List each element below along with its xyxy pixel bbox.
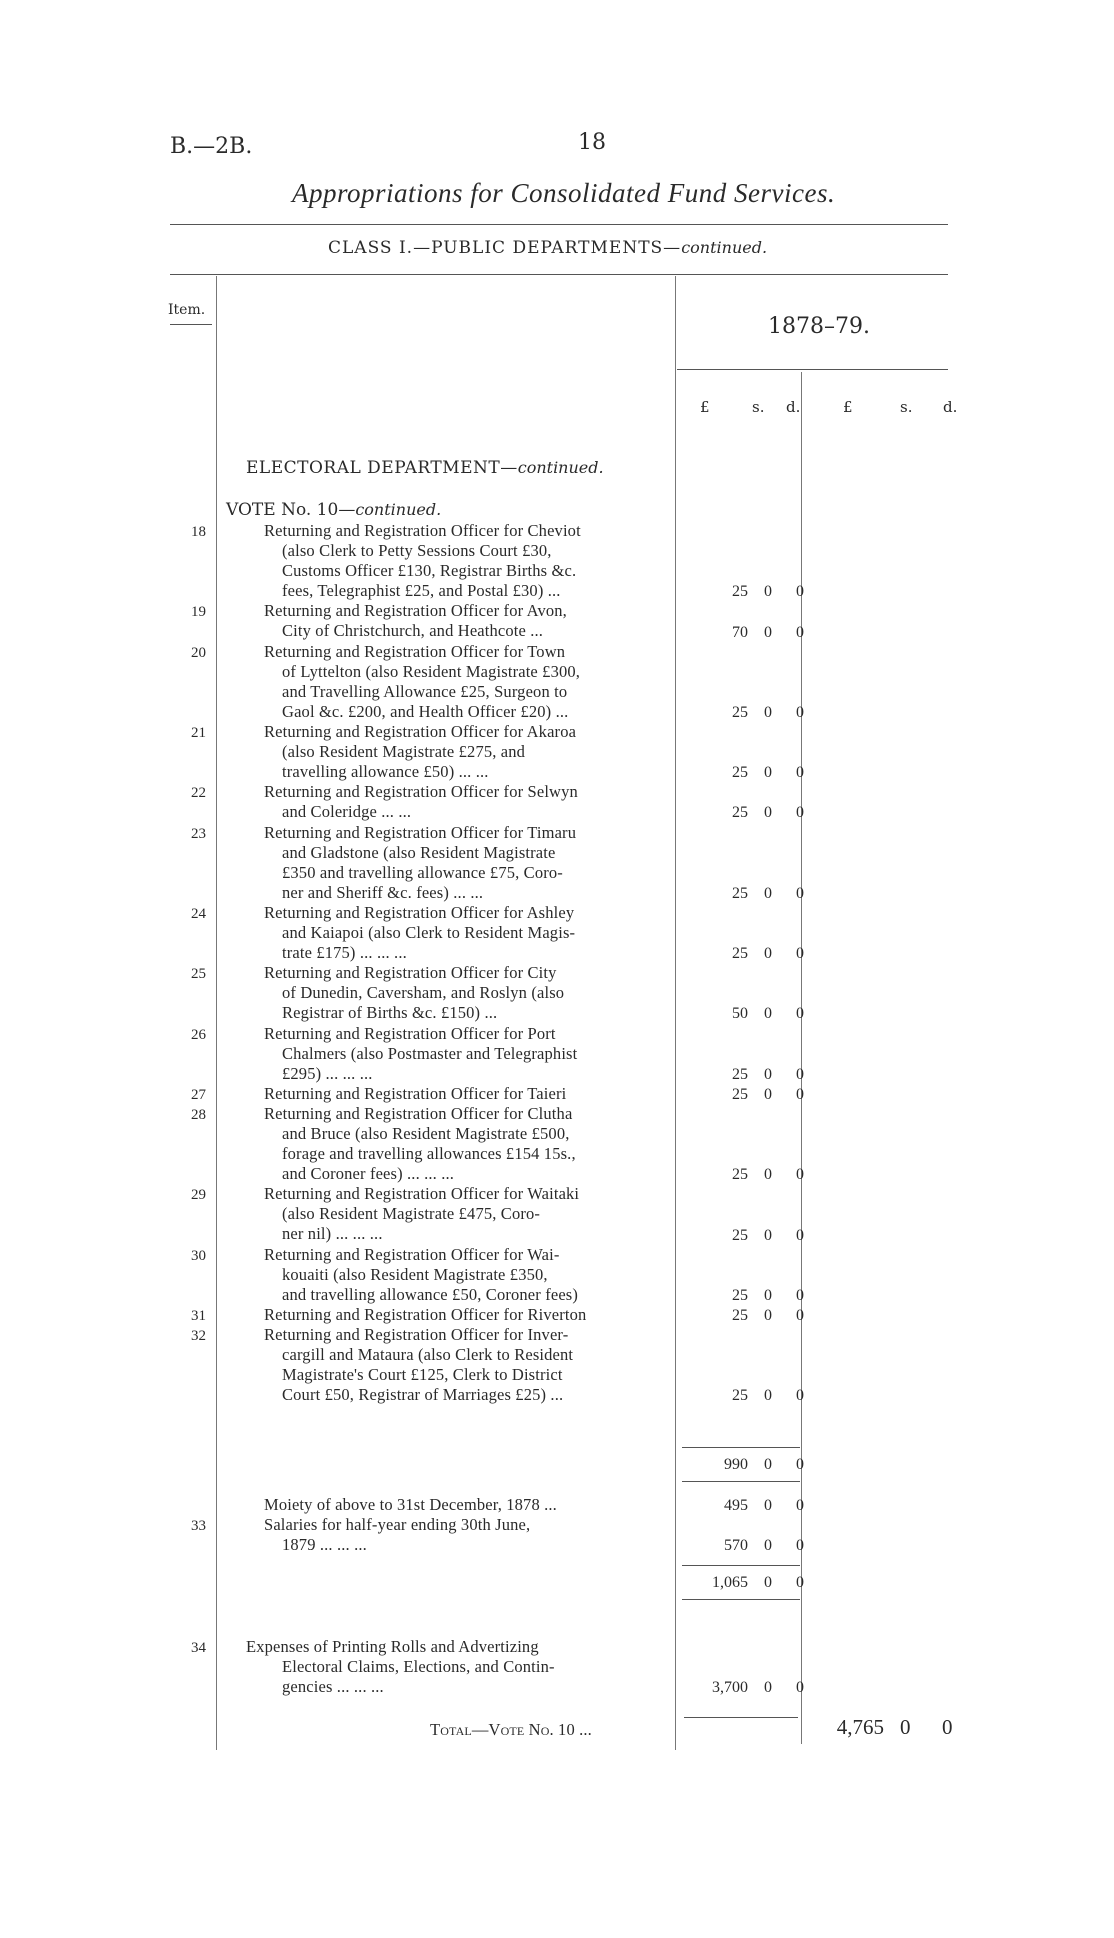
item-shillings: 0 (764, 1085, 772, 1103)
shilling-header-2: s. (900, 398, 913, 416)
description-line: ner nil) ... ... ... (282, 1224, 383, 1244)
item-description (264, 1024, 577, 1084)
pound-header-1: £ (700, 398, 710, 416)
item-shillings: 0 (764, 804, 772, 822)
class-heading-main: CLASS I.—PUBLIC DEPARTMENTS— (328, 238, 682, 258)
page-title: Appropriations for Consolidated Fund Services. (292, 178, 836, 208)
subtotal-2-pence: 0 (796, 1574, 804, 1591)
item-number: 26 (191, 1026, 206, 1043)
description-line: ner and Sheriff &c. fees) ... ... (282, 882, 484, 902)
subtotal-2-pounds: 1,065 (712, 1574, 748, 1591)
class-heading-continued: continued. (681, 238, 768, 257)
item-number: 30 (191, 1247, 206, 1264)
description-line: Expenses of Printing Rolls and Advertizing (246, 1637, 539, 1656)
vote-heading-main: VOTE No. 10— (226, 500, 356, 520)
item-pence: 0 (796, 1166, 804, 1184)
description-line: and Coleridge ... ... (282, 802, 412, 822)
description-line: Returning and Registration Officer for Ashley (264, 902, 575, 922)
item-shillings: 0 (764, 703, 772, 721)
item-shillings: 0 (764, 623, 772, 641)
pound-header-2: £ (843, 398, 853, 416)
item-shillings: 0 (764, 583, 772, 601)
item-number: 25 (191, 966, 206, 983)
description-line: and travelling allowance £50, Coroner fees) (282, 1284, 579, 1304)
item-header-rule (170, 324, 212, 325)
total-label: Total—Vote No. 10 ... (430, 1720, 592, 1739)
title-rule (170, 224, 948, 225)
description-line: (also Resident Magistrate £475, Coro- (282, 1204, 541, 1224)
description-line: forage and travelling allowances £154 15s., (282, 1143, 576, 1163)
subtotal-1-pence: 0 (796, 1456, 804, 1473)
pence-header-2: d. (943, 398, 958, 416)
item-description (264, 601, 567, 641)
item-pounds: 50 (732, 1005, 748, 1023)
description-line: 1879 ... ... ... (282, 1535, 367, 1554)
subtotal-2-shillings: 0 (764, 1574, 772, 1591)
description-line: kouaiti (also Resident Magistrate £350, (282, 1264, 548, 1284)
subtotal-1-shillings: 0 (764, 1456, 772, 1473)
description-line: Returning and Registration Officer for Clutha (264, 1103, 573, 1123)
item-description (264, 1104, 576, 1184)
total-pence: 0 (942, 1715, 953, 1739)
item-pence: 0 (796, 1286, 804, 1304)
item-pounds: 25 (732, 1065, 748, 1083)
description-line: and Kaiapoi (also Clerk to Resident Magis- (282, 922, 576, 942)
item-pence: 0 (796, 804, 804, 822)
item-column-header: Item. (168, 302, 206, 318)
vote-heading (226, 500, 441, 520)
description-line: City of Christchurch, and Heathcote ... (282, 621, 544, 641)
description-line: Returning and Registration Officer for Timaru (264, 822, 577, 842)
description-line: cargill and Mataura (also Clerk to Resident (282, 1345, 574, 1364)
description-line: Returning and Registration Officer for City (264, 963, 557, 983)
item-number: 24 (191, 905, 206, 922)
item-column-divider (216, 276, 217, 1750)
item-pounds: 25 (732, 583, 748, 601)
subtotal-rule-4 (682, 1599, 800, 1600)
subtotal-rule-3 (682, 1565, 800, 1566)
subtotal-1-pounds: 990 (724, 1456, 748, 1473)
item-33-pounds: 570 (724, 1537, 748, 1554)
item-pence: 0 (796, 1306, 804, 1324)
item-shillings: 0 (764, 1286, 772, 1304)
item-shillings: 0 (764, 1306, 772, 1324)
item-shillings: 0 (764, 1065, 772, 1083)
item-description (264, 823, 576, 903)
year-column-header: 1878–79. (768, 314, 870, 339)
item-pence: 0 (796, 945, 804, 963)
item-pounds: 25 (732, 1226, 748, 1244)
item-number: 21 (191, 725, 206, 741)
description-line: (also Clerk to Petty Sessions Court £30, (282, 541, 552, 560)
description-line: Electoral Claims, Elections, and Contin- (282, 1657, 555, 1676)
item-shillings: 0 (764, 764, 772, 782)
description-line: Returning and Registration Officer for Taieri (264, 1083, 567, 1103)
item-pence: 0 (796, 623, 804, 641)
description-line: Returning and Registration Officer for Wai- (264, 1244, 560, 1264)
description-line: Customs Officer £130, Registrar Births &c. (282, 561, 577, 580)
description-line: Returning and Registration Officer for Port (264, 1023, 556, 1043)
description-line: Returning and Registration Officer for Avon, (264, 601, 567, 621)
total-rule (684, 1717, 798, 1718)
description-line: gencies ... ... ... (282, 1677, 384, 1696)
item-33-description (264, 1515, 530, 1555)
item-description (264, 521, 581, 601)
item-pounds: 25 (732, 1085, 748, 1103)
department-heading (246, 458, 604, 478)
item-pounds: 70 (732, 623, 748, 641)
item-pence: 0 (796, 1005, 804, 1023)
item-description (264, 1245, 578, 1305)
item-pence: 0 (796, 1387, 804, 1405)
description-line: Gaol &c. £200, and Health Officer £20) ... (282, 701, 569, 721)
item-pounds: 25 (732, 1387, 748, 1405)
description-line: Salaries for half-year ending 30th June, (264, 1515, 531, 1534)
item-number: 31 (191, 1307, 206, 1324)
item-description (264, 1305, 586, 1325)
item-description (264, 1184, 579, 1244)
document-reference: B.—2B. (170, 134, 253, 159)
item-pounds: 25 (732, 804, 748, 822)
item-number: 33 (191, 1518, 206, 1534)
item-number: 18 (191, 524, 206, 540)
description-line: Returning and Registration Officer for Waitaki (264, 1184, 580, 1204)
item-number: 32 (191, 1328, 206, 1344)
item-number: 22 (191, 785, 206, 802)
moiety-pence: 0 (796, 1497, 804, 1514)
item-description (264, 903, 575, 963)
header-rule (170, 274, 948, 275)
item-pounds: 25 (732, 703, 748, 721)
item-pence: 0 (796, 884, 804, 902)
description-line: (also Resident Magistrate £275, and (282, 742, 526, 761)
item-description (264, 1325, 573, 1405)
item-description (264, 1084, 566, 1104)
item-shillings: 0 (764, 1387, 772, 1405)
item-pounds: 25 (732, 945, 748, 963)
item-pence: 0 (796, 764, 804, 782)
item-number: 23 (191, 825, 206, 842)
description-line: £350 and travelling allowance £75, Coro- (282, 862, 563, 882)
item-pounds: 25 (732, 764, 748, 782)
item-description (264, 782, 578, 822)
item-description (264, 642, 580, 722)
total-pounds: 4,765 (836, 1715, 884, 1739)
amount-column-divider (675, 276, 676, 1750)
item-shillings: 0 (764, 884, 772, 902)
item-pence: 0 (796, 583, 804, 601)
item-number: 20 (191, 644, 206, 661)
item-34-description (246, 1637, 555, 1697)
description-line: and Gladstone (also Resident Magistrate (282, 842, 556, 862)
description-line: Returning and Registration Officer for Cheviot (264, 521, 581, 540)
page-number: 18 (578, 130, 606, 155)
item-description (264, 722, 576, 782)
item-number: 34 (191, 1640, 206, 1656)
item-shillings: 0 (764, 1166, 772, 1184)
description-line: Chalmers (also Postmaster and Telegraphist (282, 1043, 578, 1063)
description-line: Returning and Registration Officer for Selwyn (264, 782, 578, 802)
description-line: Magistrate's Court £125, Clerk to District (282, 1365, 563, 1384)
moiety-pounds: 495 (724, 1497, 748, 1514)
item-number: 19 (191, 604, 206, 621)
description-line: £295) ... ... ... (282, 1063, 373, 1083)
class-heading (328, 238, 767, 258)
shilling-header-1: s. (752, 398, 765, 416)
description-line: Returning and Registration Officer for Akaroa (264, 722, 577, 741)
moiety-description: Moiety of above to 31st December, 1878 ... (264, 1495, 557, 1514)
description-line: of Dunedin, Caversham, and Roslyn (also (282, 983, 565, 1003)
item-pounds: 25 (732, 1166, 748, 1184)
item-pence: 0 (796, 1065, 804, 1083)
description-line: Court £50, Registrar of Marriages £25) ... (282, 1385, 564, 1404)
description-line: Returning and Registration Officer for Town (264, 641, 566, 661)
item-34-pounds: 3,700 (712, 1679, 748, 1696)
item-pence: 0 (796, 1085, 804, 1103)
description-line: Returning and Registration Officer for Riverton (264, 1304, 587, 1324)
item-pounds: 25 (732, 1286, 748, 1304)
item-shillings: 0 (764, 1005, 772, 1023)
item-number: 28 (191, 1106, 206, 1123)
description-line: and Travelling Allowance £25, Surgeon to (282, 681, 568, 701)
description-line: fees, Telegraphist £25, and Postal £30) ... (282, 581, 561, 600)
item-33-shillings: 0 (764, 1537, 772, 1554)
item-pence: 0 (796, 703, 804, 721)
item-34-pence: 0 (796, 1679, 804, 1696)
year-header-rule (677, 369, 948, 370)
total-shillings: 0 (900, 1715, 911, 1739)
item-pounds: 25 (732, 884, 748, 902)
item-number: 27 (191, 1086, 206, 1103)
item-pence: 0 (796, 1226, 804, 1244)
description-line: of Lyttelton (also Resident Magistrate £300, (282, 661, 581, 681)
item-shillings: 0 (764, 945, 772, 963)
description-line: and Bruce (also Resident Magistrate £500, (282, 1123, 570, 1143)
description-line: Returning and Registration Officer for Inver- (264, 1325, 569, 1344)
vote-heading-continued: continued. (355, 500, 442, 519)
pence-header-1: d. (786, 398, 801, 416)
department-heading-main: ELECTORAL DEPARTMENT— (246, 458, 518, 478)
moiety-shillings: 0 (764, 1497, 772, 1514)
item-34-shillings: 0 (764, 1679, 772, 1696)
item-pounds: 25 (732, 1306, 748, 1324)
item-shillings: 0 (764, 1226, 772, 1244)
description-line: travelling allowance £50) ... ... (282, 762, 489, 781)
item-33-pence: 0 (796, 1537, 804, 1554)
subtotal-rule-1 (682, 1447, 800, 1448)
description-line: trate £175) ... ... ... (282, 942, 407, 962)
item-number: 29 (191, 1187, 206, 1204)
department-heading-continued: continued. (517, 458, 604, 477)
description-line: and Coroner fees) ... ... ... (282, 1163, 455, 1183)
description-line: Registrar of Births &c. £150) ... (282, 1003, 498, 1023)
item-description (264, 963, 564, 1023)
subtotal-rule-2 (682, 1481, 800, 1482)
